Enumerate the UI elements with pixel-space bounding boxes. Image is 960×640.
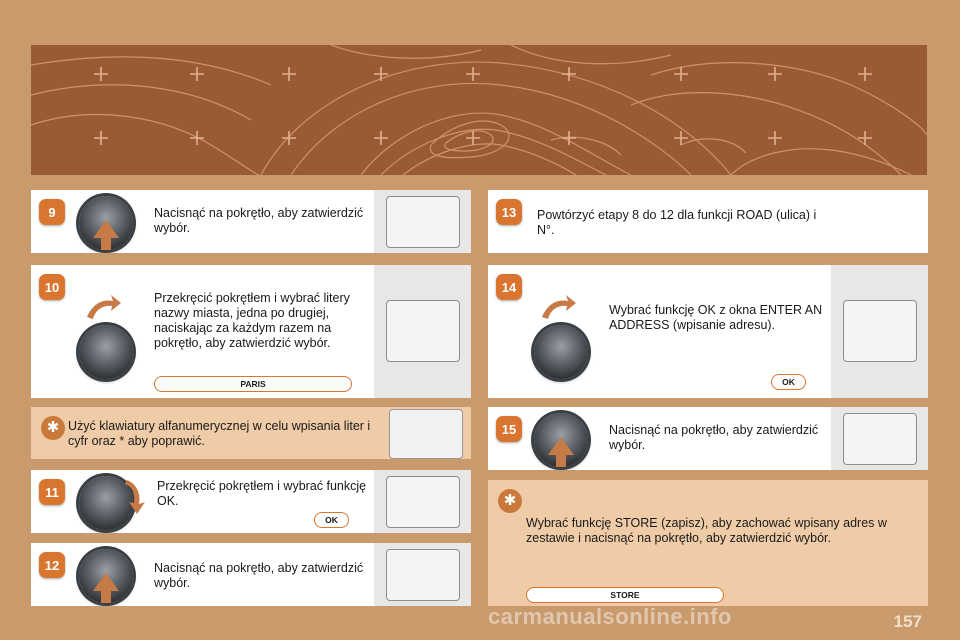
tip-store-panel [488, 480, 928, 606]
store-display-field: STORE [526, 587, 724, 603]
radio-unit-illustration [374, 265, 471, 398]
step-instruction: Powtórzyć etapy 8 do 12 dla funkcji ROAD (ulica) i N°. [537, 208, 817, 237]
radio-unit-illustration [831, 265, 928, 398]
step-number-badge: 14 [496, 274, 522, 300]
radio-unit-illustration [374, 470, 471, 533]
step-12-panel [31, 543, 471, 606]
step-number-badge: 9 [39, 199, 65, 225]
press-arrow-shaft [101, 589, 111, 603]
watermark: carmanualsonline.info [488, 604, 732, 629]
step-number-badge: 12 [39, 552, 65, 578]
radio-unit-illustration [374, 190, 471, 253]
tip-gear-icon: ✱ [498, 489, 522, 513]
step-11-panel [31, 470, 471, 533]
grid-crosses [94, 67, 872, 145]
step-13-panel [488, 190, 928, 253]
step-instruction: Nacisnąć na pokrętło, aby zatwierdzić wybór. [154, 561, 364, 590]
tip-text: Użyć klawiatury alfanumerycznej w celu wpisania liter i cyfr oraz * aby poprawić. [68, 419, 371, 448]
ok-display-field: OK [771, 374, 806, 390]
rotary-knob-icon [79, 325, 133, 379]
radio-faceplate [386, 549, 460, 601]
step-14-panel [488, 265, 928, 398]
rotary-knob-icon [534, 325, 588, 379]
step-number-badge: 10 [39, 274, 65, 300]
radio-faceplate [386, 300, 460, 362]
step-number-badge: 15 [496, 416, 522, 442]
press-arrow-shaft [101, 236, 111, 250]
radio-unit-illustration [374, 543, 471, 606]
step-15-panel [488, 407, 928, 470]
step-instruction: Przekręcić pokrętłem i wybrać litery nazwy miasta, jedna po drugiej, naciskając za każdym razem na pokrętło, aby zatwierdzić wybór. [154, 291, 350, 350]
step-instruction: Przekręcić pokrętłem i wybrać funkcję OK. [157, 479, 367, 508]
tip-keypad-panel [31, 407, 471, 459]
radio-faceplate [843, 300, 917, 362]
step-10-panel [31, 265, 471, 398]
rotate-arrow-icon [538, 291, 578, 321]
radio-faceplate [843, 413, 917, 465]
topo-map-graphic [31, 45, 927, 175]
radio-faceplate [386, 476, 460, 528]
step-number-badge: 11 [39, 479, 65, 505]
rotate-arrow-icon [83, 291, 123, 321]
page-number: 157 [893, 612, 922, 631]
radio-faceplate [386, 196, 460, 248]
step-number-badge: 13 [496, 199, 522, 225]
keypad-illustration [389, 409, 463, 459]
paris-display-field: PARIS [154, 376, 352, 392]
step-instruction: Wybrać funkcję OK z okna ENTER AN ADDRESS (wpisanie adresu). [609, 303, 823, 332]
topographic-banner [31, 45, 927, 175]
rotate-down-arrow-icon [123, 478, 149, 516]
radio-unit-illustration [831, 407, 928, 470]
step-9-panel [31, 190, 471, 253]
tip-gear-icon: ✱ [41, 416, 65, 440]
step-instruction: Nacisnąć na pokrętło, aby zatwierdzić wybór. [609, 423, 819, 452]
press-arrow-shaft [556, 453, 566, 467]
tip-text: Wybrać funkcję STORE (zapisz), aby zachować wpisany adres w zestawie i nacisnąć na pokrętło, aby zatwierdzić wybór. [526, 516, 887, 545]
step-instruction: Nacisnąć na pokrętło, aby zatwierdzić wybór. [154, 206, 364, 235]
ok-display-field: OK [314, 512, 349, 528]
